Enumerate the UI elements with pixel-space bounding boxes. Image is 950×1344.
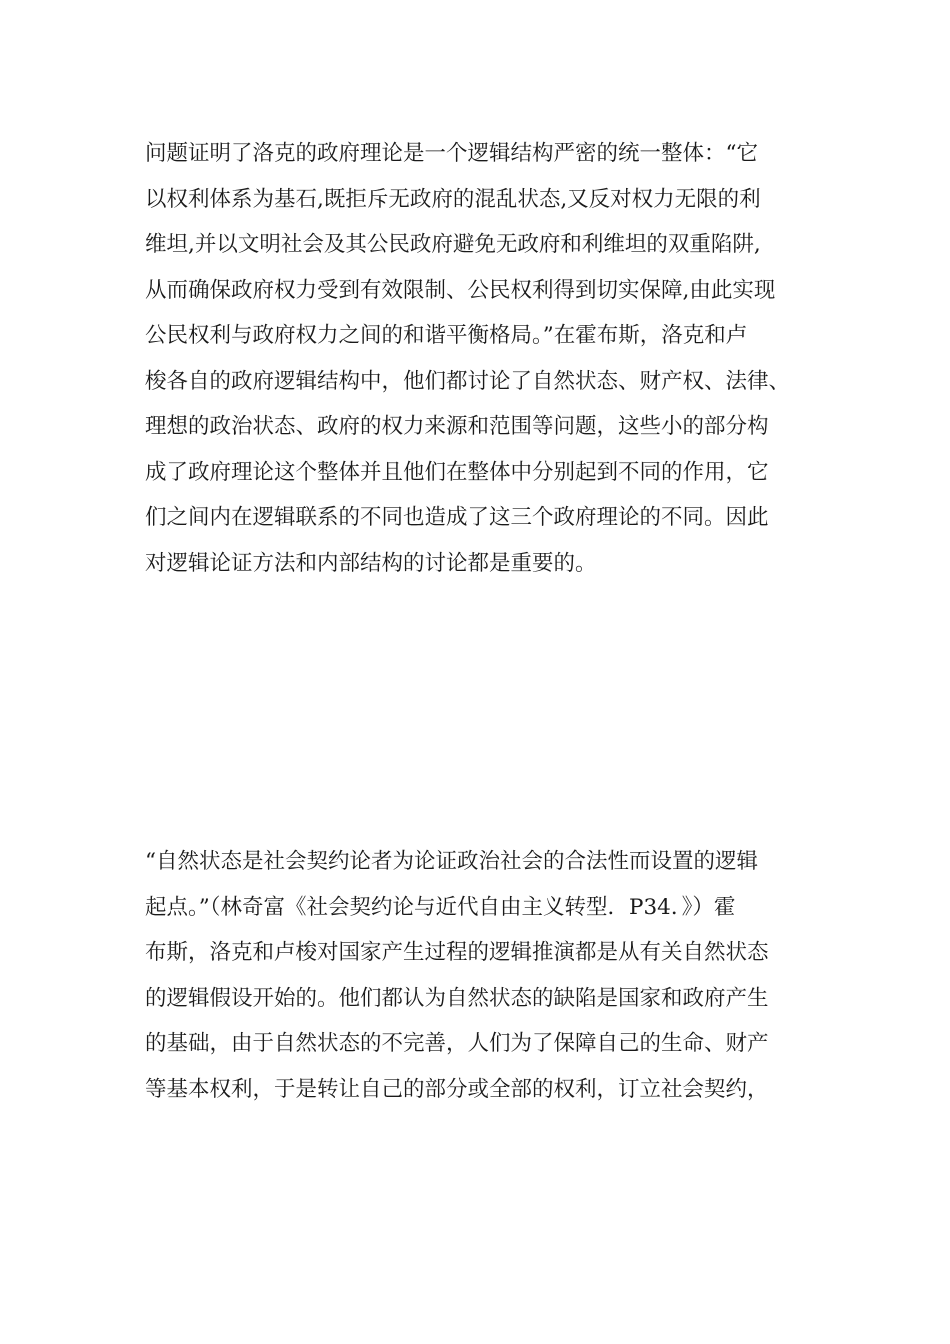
text-line: 的基础，由于自然状态的不完善，人们为了保障自己的生命、财产 (145, 1031, 769, 1056)
text-line: 从而确保政府权力受到有效限制、公民权利得到切实保障,由此实现 (145, 277, 776, 303)
text-line: 对逻辑论证方法和内部结构的讨论都是重要的。 (145, 550, 597, 576)
text-line: 公民权利与政府权力之间的和谐平衡格局。”在霍布斯，洛克和卢 (145, 323, 748, 348)
paragraph-1 (145, 131, 815, 586)
text-line: 们之间内在逻辑联系的不同也造成了这三个政府理论的不同。因此 (145, 505, 769, 530)
text-line: 布斯，洛克和卢梭对国家产生过程的逻辑推演都是从有关自然状态 (145, 940, 769, 965)
text-line: 等基本权利，于是转让自己的部分或全部的权利，订立社会契约， (145, 1076, 769, 1102)
text-line: 以权利体系为基石,既拒斥无政府的混乱状态,又反对权力无限的利 (145, 186, 761, 212)
text-line: 问题证明了洛克的政府理论是一个逻辑结构严密的统一整体：“它 (145, 141, 758, 166)
text-line: 梭各自的政府逻辑结构中，他们都讨论了自然状态、财产权、法律、 (145, 368, 791, 394)
text-line: 维坦,并以文明社会及其公民政府避免无政府和利维坦的双重陷阱, (145, 232, 761, 257)
text-line: “自然状态是社会契约论者为论证政治社会的合法性而设置的逻辑 (145, 849, 758, 874)
text-line: 的逻辑假设开始的。他们都认为自然状态的缺陷是国家和政府产生 (145, 985, 769, 1011)
text-line: 成了政府理论这个整体并且他们在整体中分别起到不同的作用，它 (145, 459, 769, 485)
paragraph-2 (145, 839, 815, 1112)
text-line: 理想的政治状态、政府的权力来源和范围等问题，这些小的部分构 (145, 414, 769, 439)
text-line: 起点。”（林奇富《社会契约论与近代自由主义转型．P34．》）霍 (145, 894, 736, 920)
